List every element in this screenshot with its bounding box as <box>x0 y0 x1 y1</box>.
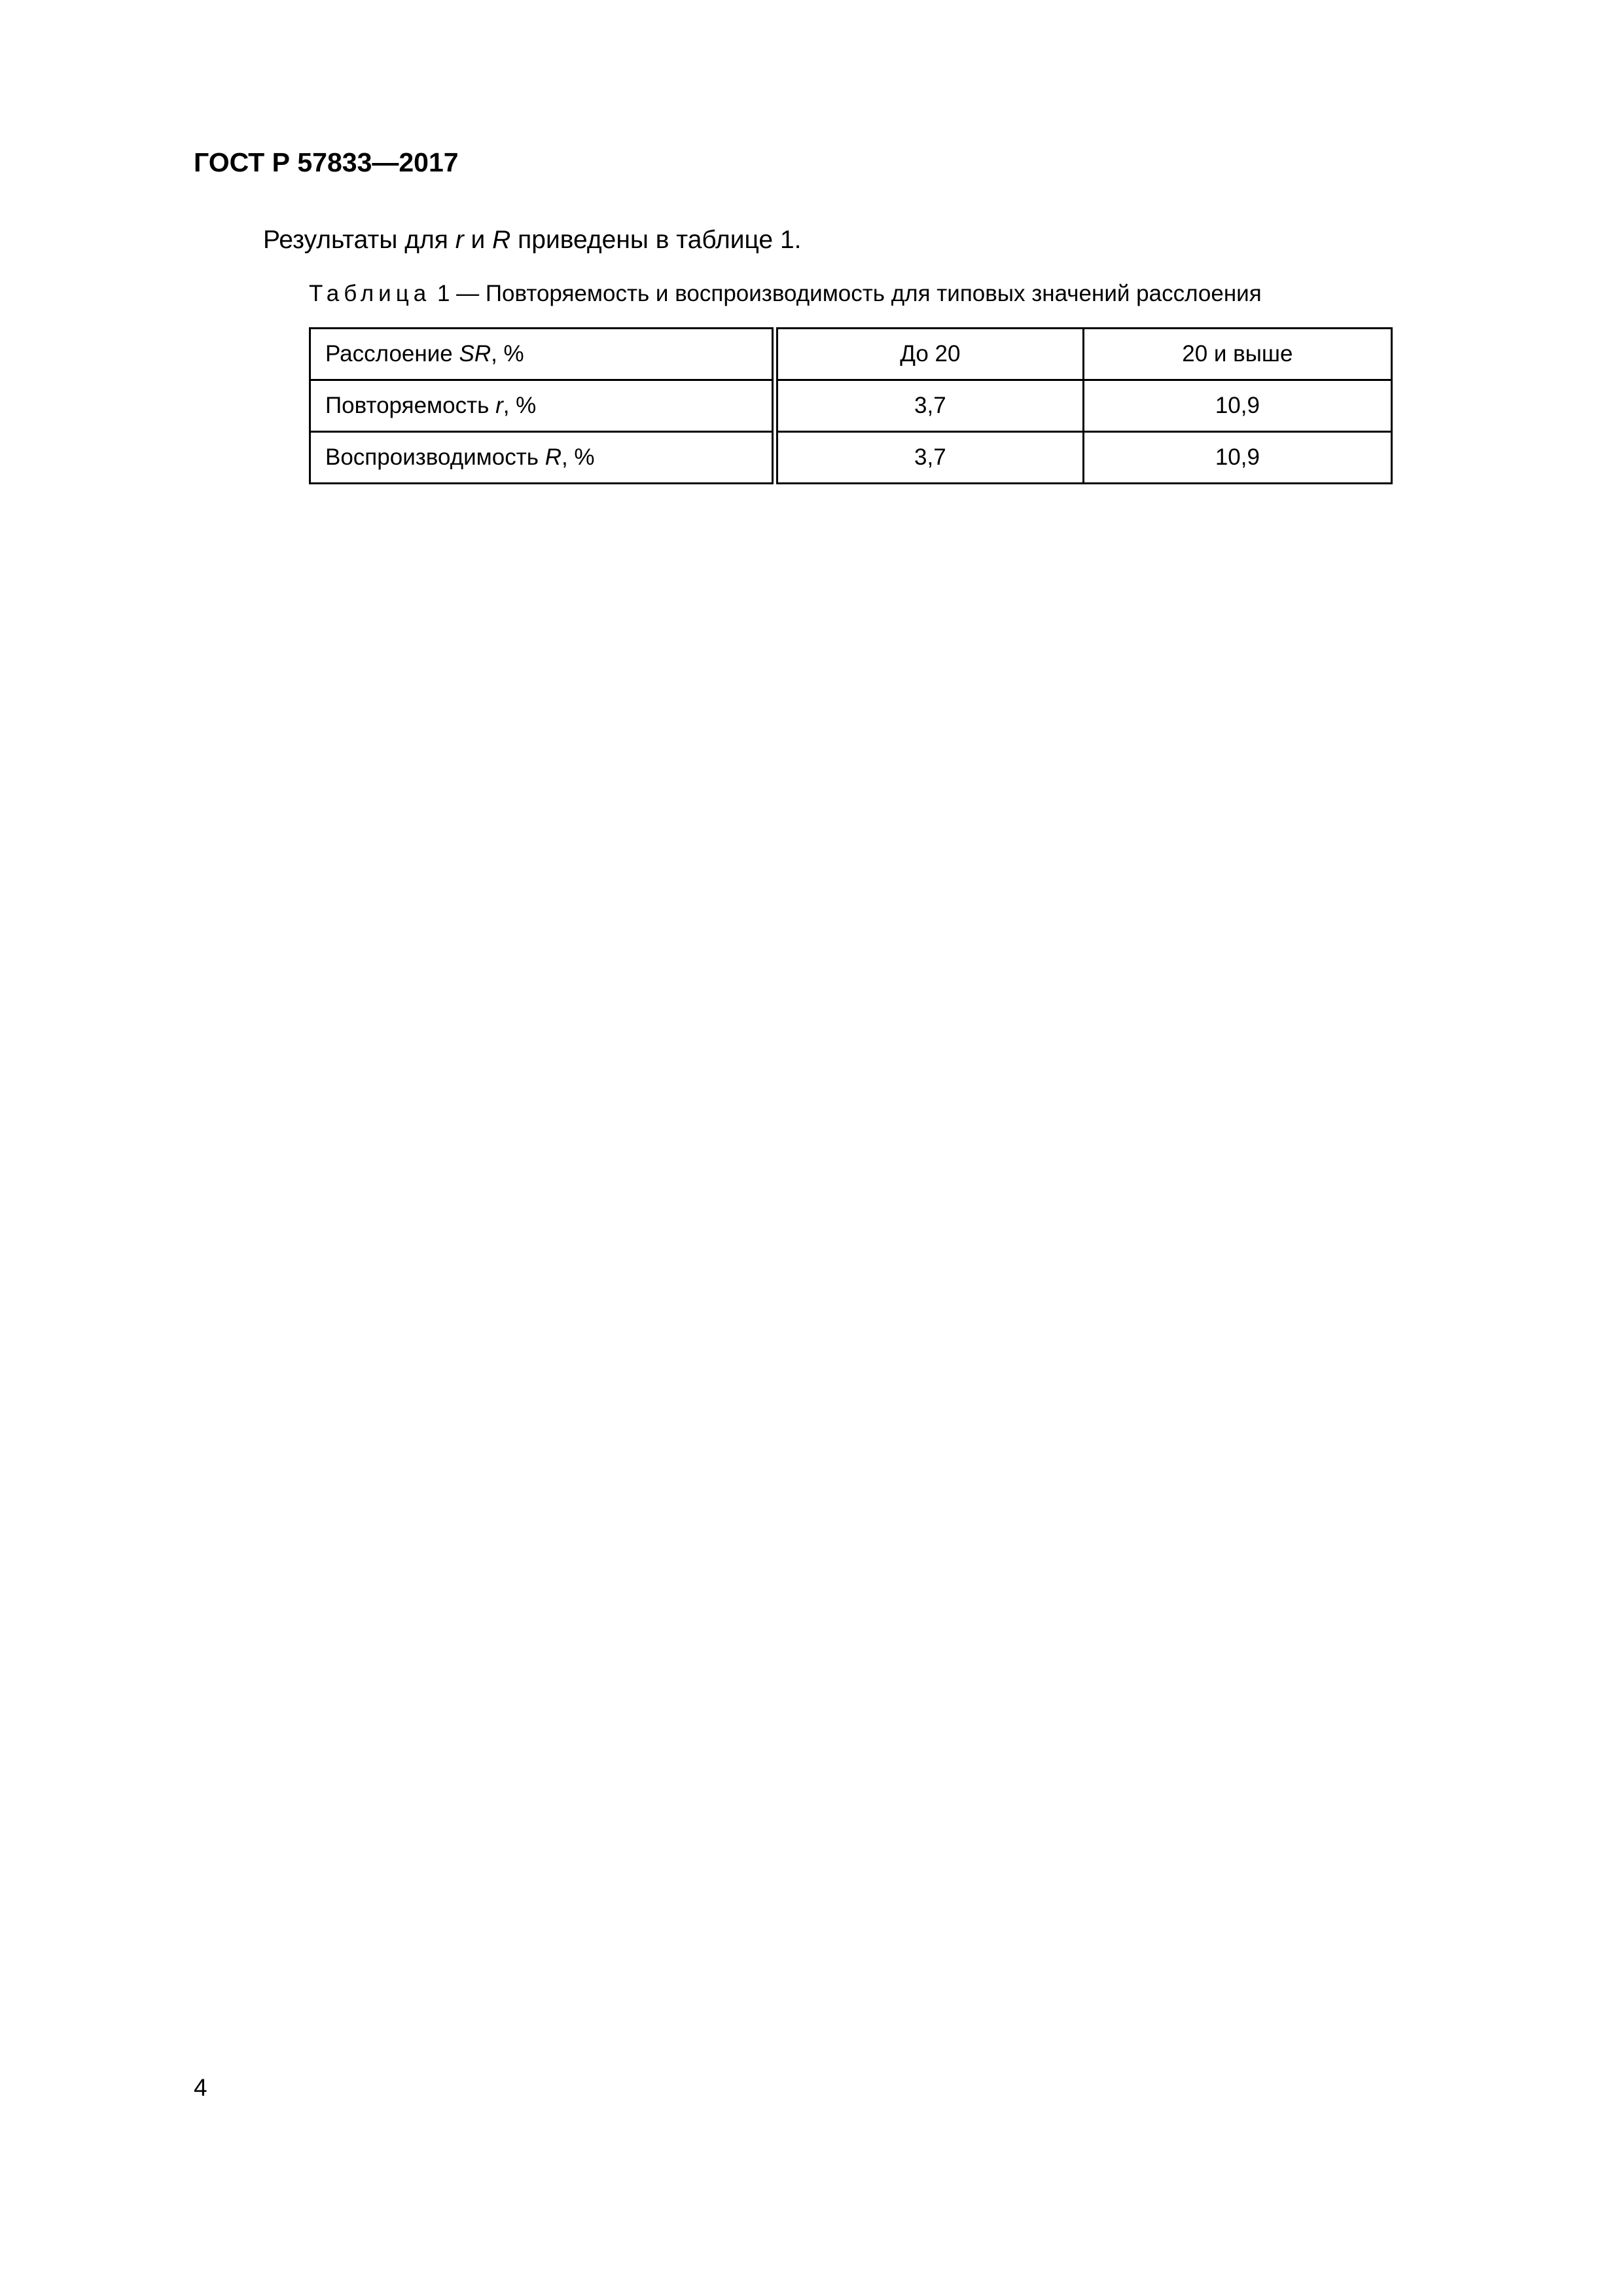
row-label-suffix: , % <box>561 444 595 470</box>
table-row <box>310 380 1392 432</box>
results-table <box>309 327 1393 484</box>
row-label-var: R <box>544 444 562 470</box>
row-label-var: r <box>495 393 503 418</box>
table-cell: 20 и выше <box>1083 329 1391 380</box>
row-label-var: SR <box>459 341 491 367</box>
row-label-cell <box>310 380 776 432</box>
row-label-cell <box>310 432 776 484</box>
row-label-cell <box>310 329 776 380</box>
table-cell: 3,7 <box>775 432 1083 484</box>
table-row <box>310 329 1392 380</box>
row-label-prefix: Воспроизводимость <box>325 444 545 470</box>
table-caption <box>309 280 1262 308</box>
row-label-prefix: Повторяемость <box>325 393 496 418</box>
row-label-prefix: Расслоение <box>325 341 459 367</box>
intro-prefix: Результаты для <box>263 226 455 254</box>
row-label-suffix: , % <box>491 341 524 367</box>
table-cell: 10,9 <box>1083 380 1391 432</box>
intro-conj: и <box>463 226 493 254</box>
table-caption-text: 1 — Повторяемость и воспроизводимость для типовых значений расслоения <box>431 281 1262 306</box>
document-header: ГОСТ Р 57833—2017 <box>194 147 459 177</box>
table-caption-label: Таблица <box>309 281 431 306</box>
page-number: 4 <box>194 2074 207 2101</box>
row-label-suffix: , % <box>503 393 537 418</box>
intro-suffix: приведены в таблице 1. <box>510 226 802 254</box>
table-row <box>310 432 1392 484</box>
intro-paragraph <box>263 225 801 256</box>
table-cell: 10,9 <box>1083 432 1391 484</box>
table-cell: 3,7 <box>775 380 1083 432</box>
intro-var-r: r <box>455 226 464 254</box>
intro-var-R: R <box>492 226 511 254</box>
table-cell: До 20 <box>775 329 1083 380</box>
